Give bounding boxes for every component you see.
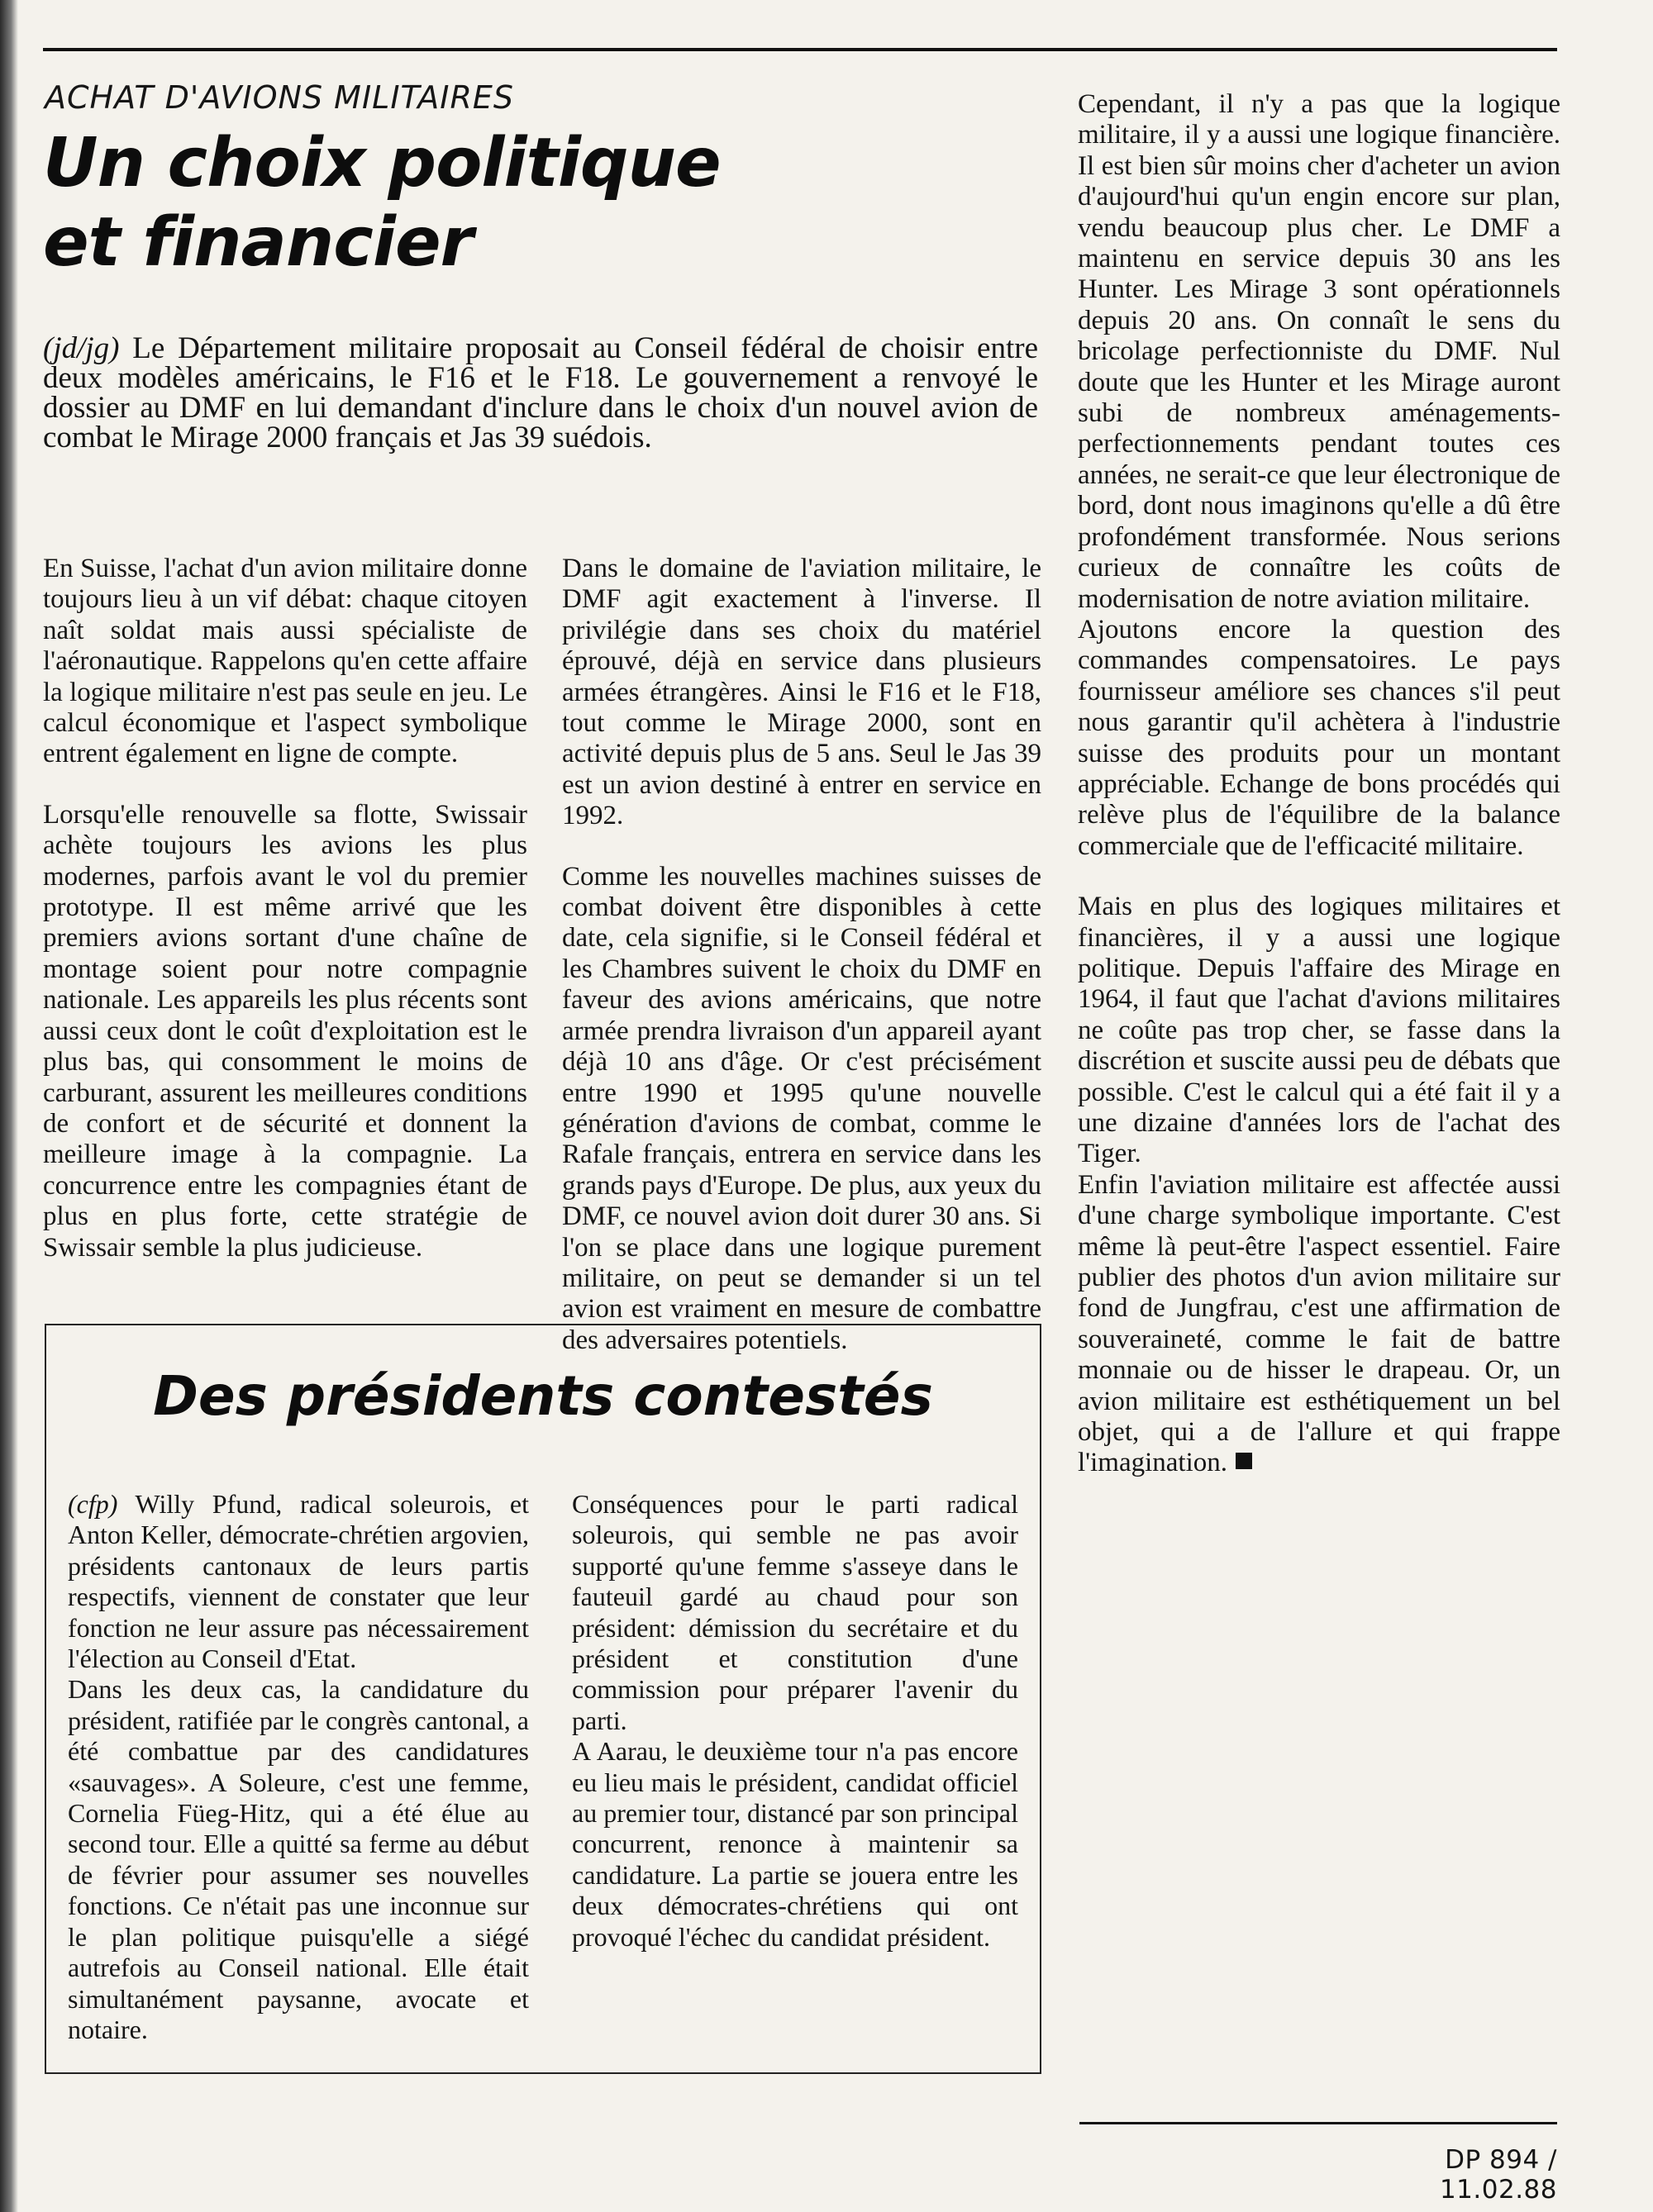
sidebar-title: Des présidents contestés [153,1364,933,1428]
headline-line-2: et financier [43,203,473,282]
sidebar-column-2 [572,1489,1018,1953]
article-column-2 [562,554,1041,1356]
sidebar-paragraph: Dans les deux cas, la candidature du président, ratifiée par le congrès cantonal, a été combattue par des candidatures «sauvages». A Soleure, c'est une femme, Cornelia Füeg-Hitz, qui a été élue au second tour. Elle a quitté sa ferme au début de février pour assumer ses nouvelles fonctions. Ce n'était pas une inconnue sur le plan politique puisqu'elle a siégé autrefois au Conseil national. Elle était simultanément paysanne, avocate et notaire. [68,1674,529,2044]
article-paragraph: Comme les nouvelles machines suisses de combat doivent être disponibles à cette date, cela signifie, si le Conseil fédéral et les Chambres suivent le choix du DMF en faveur des avions américains, que notre armée prendra livraison d'un appareil ayant déjà 10 ans d'âge. Or c'est précisément entre 1990 et 1995 qu'une nouvelle génération d'avions de combat, comme le Rafale français, entrera en service dans les grands pays d'Europe. De plus, aux yeux du DMF, ce nouvel avion doit durer 30 ans. Si l'on se place dans une logique purement militaire, on peut se demander si un tel avion est vraiment en mesure de combattre des adversaires potentiels. [562,861,1041,1355]
bottom-rule [1079,2122,1557,2124]
article-headline [43,124,1018,283]
sidebar-paragraph: Conséquences pour le parti radical soleurois, qui semble ne pas avoir supporté qu'une femme s'asseye dans le fauteuil gardé au chaud pour son président: démission du secrétaire et du président et constitution d'une commission pour préparer l'avenir du parti. [572,1489,1018,1735]
article-paragraph: Mais en plus des logiques militaires et financières, il y a aussi une logique politique. Depuis l'affaire des Mirage en 1964, il faut que l'achat d'avions militaires ne coûte pas trop cher, se fasse dans la discrétion et suscite aussi peu de débats que possible. C'est le calcul qui a été fait il y a une dizaine d'années lors de l'achat des Tiger. [1078,892,1560,1169]
article-paragraph: Dans le domaine de l'aviation militaire, le DMF agit exactement à l'inverse. Il privilégie dans ses choix du matériel éprouvé, déjà en service dans plusieurs armées étrangères. Ainsi le F16 et le F18, tout comme le Mirage 2000, sont en activité depuis plus de 5 ans. Seul le Jas 39 est un avion destiné à entrer en service en 1992. [562,554,1041,831]
page-folio: DP 894 / 11.02.88 [1439,2145,1557,2205]
sidebar-column-1 [68,1489,529,2045]
top-rule [43,48,1557,51]
sidebar-paragraph: A Aarau, le deuxième tour n'a pas encore eu lieu mais le président, candidat officiel au premier tour, distancé par son principal concurrent, renonce à maintenir sa candidature. La partie se jouera entre les deux démocrates-chrétiens qui ont provoqué l'échec du candidat président. [572,1736,1018,1952]
end-of-article-square-icon [1236,1453,1252,1469]
article-paragraph: Ajoutons encore la question des commandes compensatoires. Le pays fournisseur améliore ses chances s'il peut nous garantir qu'il achètera à l'industrie suisse des produits pour un montant appréciable. Echange de bons procédés qui relève plus de l'équilibre de la balance commerciale que de l'efficacité militaire. [1078,614,1560,861]
article-paragraph: Lorsqu'elle renouvelle sa flotte, Swissair achète toujours les avions les plus modernes, parfois avant le vol du premier prototype. Il est même arrivé que les premiers avions sortant d'une chaîne de montage soient pour notre compagnie nationale. Les appareils les plus récents sont aussi ceux dont le coût d'exploitation est le plus bas, qui consomment le moins de carburant, assurent les meilleures conditions de confort et de sécurité et donnent la meilleure image à la compagnie. La concurrence entre les compagnies étant de plus en plus forte, cette stratégie de Swissair semble la plus judicieuse. [43,799,527,1263]
sidebar-paragraph [68,1489,529,1674]
page-binding-edge [0,0,18,2212]
sidebar-box [45,1324,1041,2074]
article-column-1 [43,554,527,1263]
article-paragraph [1078,1170,1560,1479]
article-column-3 [1078,89,1560,1479]
sidebar-author-tag: (cfp) [68,1489,118,1519]
article-kicker: ACHAT D'AVIONS MILITAIRES [45,79,515,116]
article-paragraph: En Suisse, l'achat d'un avion militaire donne toujours lieu à un vif débat: chaque citoyen naît soldat mais aussi spécialiste de l'aéronautique. Rappelons qu'en cette affaire la logique militaire n'est pas seule en jeu. Le calcul économique et l'aspect symbolique entrent également en ligne de compte. [43,554,528,769]
headline-line-1: Un choix politique [43,124,721,202]
lede-author-tag: (jd/jg) [43,331,120,365]
article-paragraph: Cependant, il n'y a pas que la logique militaire, il y a aussi une logique financière. Il est bien sûr moins cher d'acheter un avion d'aujourd'hui qu'un engin encore sur plan, vendu beaucoup plus cher. Le DMF a maintenu en service depuis 30 ans les Hunter. Les Mirage 3 sont opérationnels depuis 20 ans. On connaît le sens du bricolage perfectionniste du DMF. Nul doute que les Hunter et les Mirage auront subi de nombreux aménagements-perfectionnements pendant toutes ces années, ne serait-ce que leur électronique de bord, dont nous imaginons qu'elle a dû être profondément transformée. Nous serions curieux de connaître les coûts de modernisation de notre aviation militaire. [1078,89,1560,614]
lede-text: Le Département militaire proposait au Conseil fédéral de choisir entre deux modèles américains, le F16 et le F18. Le gouvernement a renvoyé le dossier au DMF en lui demandant d'inclure dans le choix d'un nouvel avion de combat le Mirage 2000 français et Jas 39 suédois. [43,331,1038,454]
sidebar-paragraph-text: Willy Pfund, radical soleurois, et Anton Keller, démocrate-chrétien argovien, présidents cantonaux de leurs partis respectifs, viennent de constater que leur fonction ne leur assure pas nécessairement l'élection au Conseil d'Etat. [68,1489,529,1674]
article-lede [43,331,1038,454]
article-final-text: Enfin l'aviation militaire est affectée aussi d'une charge symbolique importante. C'est même là peut-être l'aspect essentiel. Faire publier des photos d'un avion militaire sur fond de Jungfrau, c'est une affirmation de souveraineté, comme le fait de battre monnaie ou de hisser le drapeau. Or, un avion militaire est esthétiquement un bel objet, qui a de l'allure et qui frappe l'imagination. [1078,1169,1560,1478]
